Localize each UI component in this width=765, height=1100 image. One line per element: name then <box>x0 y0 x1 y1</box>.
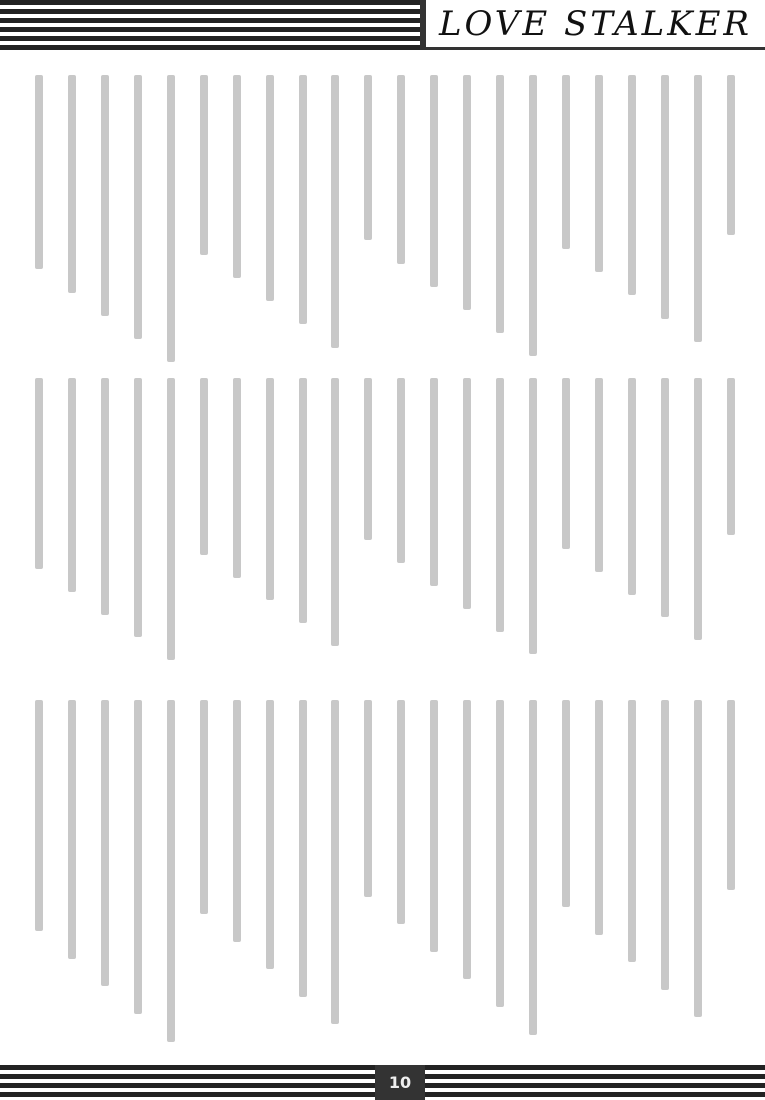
redacted-text-column <box>562 700 570 907</box>
redacted-text-column <box>463 378 471 609</box>
redacted-text-column <box>101 378 109 615</box>
redacted-text-column <box>101 75 109 316</box>
redacted-text-column <box>661 378 669 617</box>
redacted-text-column <box>661 700 669 990</box>
redacted-text-column <box>727 75 735 235</box>
redacted-text-column <box>628 700 636 962</box>
redacted-text-column <box>463 75 471 310</box>
redacted-text-column <box>68 700 76 959</box>
redacted-text-column <box>529 378 537 654</box>
redacted-text-column <box>430 700 438 952</box>
redacted-text-column <box>694 75 702 342</box>
redacted-text-column <box>529 700 537 1035</box>
redacted-text-column <box>233 700 241 942</box>
redacted-text-column <box>134 75 142 339</box>
redacted-text-column <box>233 378 241 578</box>
redacted-text-column <box>397 700 405 924</box>
redacted-text-column <box>134 378 142 637</box>
title-box <box>420 0 765 50</box>
redacted-text-column <box>628 378 636 595</box>
redacted-text-column <box>397 75 405 264</box>
redacted-text-column <box>266 378 274 600</box>
header-stripes <box>0 0 420 50</box>
redacted-text-column <box>266 700 274 969</box>
redacted-text-column <box>101 700 109 986</box>
text-band-bottom <box>35 700 735 1045</box>
redacted-text-column <box>430 378 438 586</box>
redacted-text-column <box>331 700 339 1024</box>
redacted-text-column <box>134 700 142 1014</box>
redacted-text-column <box>35 700 43 931</box>
redacted-text-column <box>463 700 471 979</box>
redacted-text-column <box>299 75 307 324</box>
redacted-text-column <box>233 75 241 278</box>
text-band-top <box>35 75 735 365</box>
redacted-text-column <box>35 75 43 269</box>
redacted-text-column <box>299 700 307 997</box>
redacted-text-column <box>562 75 570 249</box>
redacted-text-column <box>529 75 537 356</box>
text-band-middle <box>35 378 735 663</box>
page-number: 10 <box>375 1065 425 1100</box>
redacted-text-column <box>628 75 636 295</box>
redacted-text-column <box>496 700 504 1007</box>
redacted-text-column <box>694 378 702 640</box>
redacted-text-column <box>364 378 372 540</box>
redacted-text-column <box>595 700 603 935</box>
redacted-text-column <box>727 378 735 535</box>
redacted-text-column <box>299 378 307 623</box>
redacted-text-column <box>68 378 76 592</box>
redacted-text-column <box>167 700 175 1042</box>
redacted-text-column <box>200 75 208 255</box>
redacted-text-column <box>68 75 76 293</box>
redacted-text-column <box>595 75 603 272</box>
redacted-text-column <box>167 378 175 660</box>
redacted-text-column <box>364 700 372 897</box>
redacted-text-column <box>397 378 405 563</box>
redacted-text-column <box>331 378 339 646</box>
redacted-text-column <box>364 75 372 240</box>
redacted-text-column <box>35 378 43 569</box>
redacted-text-column <box>562 378 570 549</box>
redacted-text-column <box>430 75 438 287</box>
redacted-text-column <box>331 75 339 348</box>
redacted-text-column <box>200 700 208 914</box>
redacted-text-column <box>496 75 504 333</box>
redacted-text-column <box>266 75 274 301</box>
redacted-text-column <box>661 75 669 319</box>
redacted-text-column <box>595 378 603 572</box>
redacted-text-column <box>727 700 735 890</box>
redacted-text-column <box>694 700 702 1017</box>
page-title: LOVE STALKER <box>438 3 753 44</box>
redacted-text-column <box>167 75 175 362</box>
redacted-text-column <box>496 378 504 632</box>
redacted-text-column <box>200 378 208 555</box>
